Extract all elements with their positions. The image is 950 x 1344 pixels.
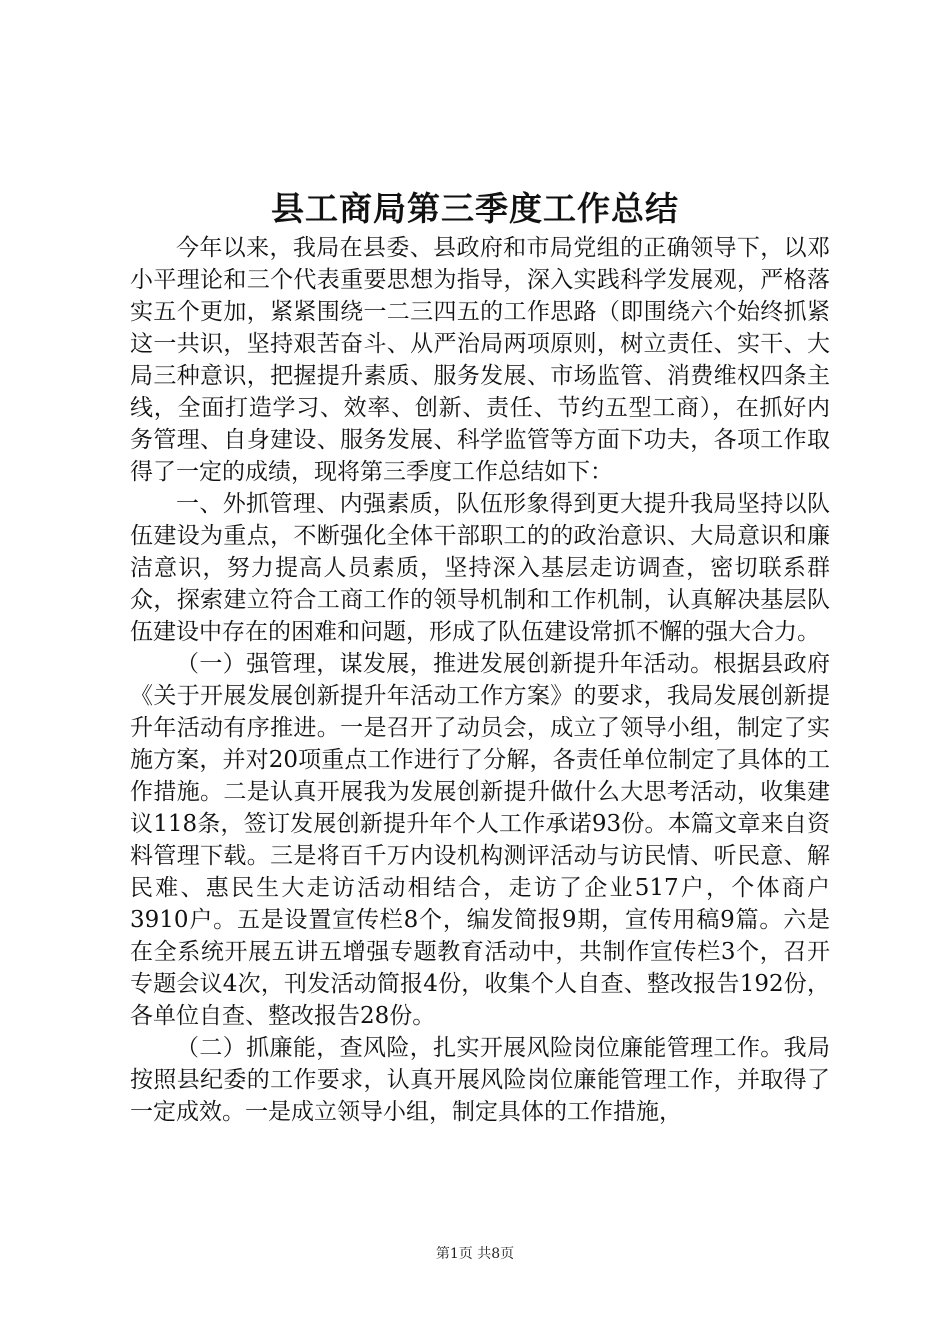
paragraph-intro: 今年以来，我局在县委、县政府和市局党组的正确领导下，以邓小平理论和三个代表重要思想为指导，深入实践科学发展观，严格落实五个更加，紧紧围绕一二三四五的工作思路（即围绕六个始终抓紧这一共识，坚持艰苦奋斗、从严治局两项原则，树立责任、实干、大局三种意识，把握提升素质、服务发展、市场监管、消费维权四条主线，全面打造学习、效率、创新、责任、节约五型工商），在抓好内务管理、自身建设、服务发展、科学监管等方面下功夫，各项工作取得了一定的成绩，现将第三季度工作总结如下： <box>130 235 830 485</box>
paragraph-subsection-one: （一）强管理，谋发展，推进发展创新提升年活动。根据县政府《关于开展发展创新提升年活动工作方案》的要求，我局发展创新提升年活动有序推进。一是召开了动员会，成立了领导小组，制定了实施方案，并对20项重点工作进行了分解，各责任单位制定了具体的工作措施。二是认真开展我为发展创新提升做什么大思考活动，收集建议118条，签订发展创新提升年个人工作承诺93份。本篇文章来自资料管理下载。三是将百千万内设机构测评活动与访民情、听民意、解民难、惠民生大走访活动相结合，走访了企业517户，个体商户3910户。五是设置宣传栏8个，编发简报9期，宣传用稿9篇。六是在全系统开展五讲五增强专题教育活动中，共制作宣传栏3个，召开专题会议4次，刊发活动简报4份，收集个人自查、整改报告192份，各单位自查、整改报告28份。 <box>130 651 830 1029</box>
paragraph-subsection-two: （二）抓廉能，查风险，扎实开展风险岗位廉能管理工作。我局按照县纪委的工作要求，认真开展风险岗位廉能管理工作，并取得了一定成效。一是成立领导小组，制定具体的工作措施， <box>130 1035 830 1125</box>
document-title: 县工商局第三季度工作总结 <box>271 189 679 228</box>
paragraph-section-one: 一、外抓管理、内强素质，队伍形象得到更大提升我局坚持以队伍建设为重点，不断强化全体干部职工的的政治意识、大局意识和廉洁意识，努力提高人员素质，坚持深入基层走访调查，密切联系群众，探索建立符合工商工作的领导机制和工作机制，认真解决基层队伍建设中存在的困难和问题，形成了队伍建设常抓不懈的强大合力。 <box>130 491 830 645</box>
page-footer: 第1页 共8页 <box>435 1246 515 1262</box>
document-body <box>130 232 830 1128</box>
